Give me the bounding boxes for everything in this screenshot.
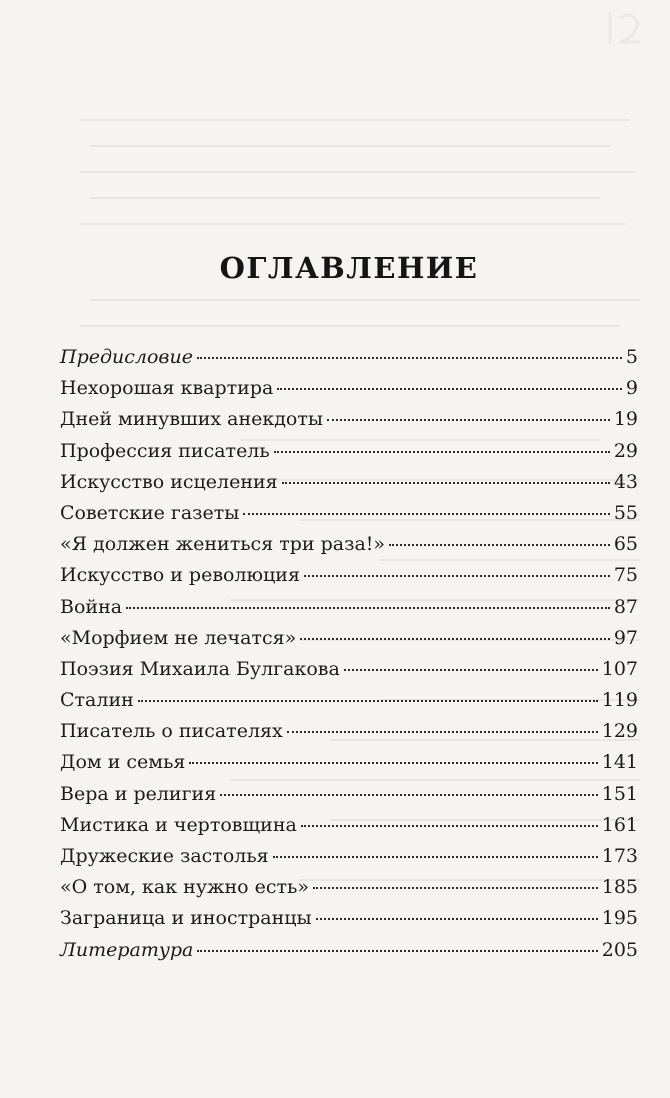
toc-entry-title: Нехорошая квартира (60, 377, 274, 400)
dot-leader (316, 918, 598, 920)
toc-entry-title: Литература (60, 938, 194, 961)
dot-leader (274, 451, 610, 453)
toc-entry[interactable] (60, 685, 638, 716)
toc-entry-page-number: 141 (601, 751, 638, 774)
dot-leader (189, 762, 597, 764)
dot-leader (344, 669, 598, 671)
toc-entry[interactable] (60, 747, 638, 778)
toc-entry-page-number: 161 (601, 813, 638, 836)
toc-entry[interactable] (60, 841, 638, 872)
toc-entry-title: Профессия писатель (60, 439, 270, 462)
toc-entry-title: «Я должен жениться три раза!» (60, 533, 386, 556)
dot-leader (301, 825, 598, 827)
toc-entry-title: Мистика и чертовщина (60, 813, 297, 836)
toc-entry-title: Вера и религия (60, 782, 217, 805)
toc-entry-page-number: 195 (601, 907, 638, 930)
toc-entry-title: Писатель о писателях (60, 720, 283, 743)
toc-entry[interactable] (60, 467, 638, 498)
toc-entry-page-number: 9 (625, 377, 638, 400)
dot-leader (197, 357, 622, 359)
dot-leader (138, 700, 598, 702)
toc-entry-page-number: 151 (601, 782, 638, 805)
dot-leader (197, 950, 597, 952)
dot-leader (313, 887, 598, 889)
toc-entry-page-number: 107 (601, 657, 638, 680)
toc-entry-title: Искусство и революция (60, 564, 300, 587)
toc-entry-page-number: 119 (601, 689, 638, 712)
toc-entry-page-number: 75 (613, 564, 638, 587)
toc-entry[interactable] (60, 592, 638, 623)
dot-leader (277, 388, 622, 390)
toc-entry[interactable] (60, 342, 638, 373)
dot-leader (126, 607, 610, 609)
toc-entry-title: Дней минувших анекдоты (60, 408, 324, 431)
toc-entry-page-number: 205 (601, 938, 638, 961)
toc-entry-page-number: 55 (613, 501, 638, 524)
toc-entry[interactable] (60, 810, 638, 841)
toc-title: ОГЛАВЛЕНИЕ (219, 251, 479, 285)
toc-entry-page-number: 19 (613, 408, 638, 431)
toc-entry[interactable] (60, 560, 638, 591)
toc-list (60, 342, 638, 966)
dot-leader (327, 419, 610, 421)
toc-entry[interactable] (60, 654, 638, 685)
toc-entry-page-number: 129 (601, 720, 638, 743)
toc-entry[interactable] (60, 716, 638, 747)
toc-entry-title: Поэзия Михаила Булгакова (60, 657, 340, 680)
toc-entry-page-number: 87 (613, 595, 638, 618)
toc-entry-page-number: 97 (613, 626, 638, 649)
dot-leader (220, 794, 598, 796)
dot-leader (282, 482, 610, 484)
toc-entry-page-number: 43 (613, 470, 638, 493)
dot-leader (300, 638, 610, 640)
toc-entry[interactable] (60, 779, 638, 810)
toc-entry[interactable] (60, 436, 638, 467)
toc-entry[interactable] (60, 872, 638, 903)
toc-entry-page-number: 29 (613, 439, 638, 462)
toc-entry[interactable] (60, 903, 638, 934)
toc-entry-title: «Морфием не лечатся» (60, 626, 297, 649)
toc-entry-page-number: 5 (625, 346, 638, 368)
toc-entry-title: Дом и семья (60, 751, 186, 774)
toc-entry[interactable] (60, 529, 638, 560)
toc-entry-title: Предисловие (60, 346, 193, 368)
dot-leader (273, 856, 598, 858)
dot-leader (287, 731, 598, 733)
dot-leader (243, 513, 609, 515)
toc-entry-title: Сталин (60, 689, 134, 712)
toc-entry[interactable] (60, 498, 638, 529)
toc-entry[interactable] (60, 404, 638, 435)
toc-entry-title: Дружеские застолья (60, 845, 269, 867)
toc-entry-page-number: 173 (601, 845, 638, 867)
dot-leader (304, 575, 610, 577)
toc-entry[interactable] (60, 935, 638, 966)
toc-entry-title: Заграница и иностранцы (60, 907, 312, 930)
toc-entry-title: Искусство исцеления (60, 470, 278, 493)
toc-entry[interactable] (60, 373, 638, 404)
toc-entry-page-number: 185 (601, 876, 638, 899)
dot-leader (389, 544, 610, 546)
toc-entry[interactable] (60, 623, 638, 654)
toc-entry-title: Война (60, 595, 123, 618)
toc-entry-title: «О том, как нужно есть» (60, 876, 309, 899)
table-of-contents (60, 250, 638, 966)
toc-entry-title: Советские газеты (60, 501, 240, 524)
toc-entry-page-number: 65 (613, 533, 638, 556)
